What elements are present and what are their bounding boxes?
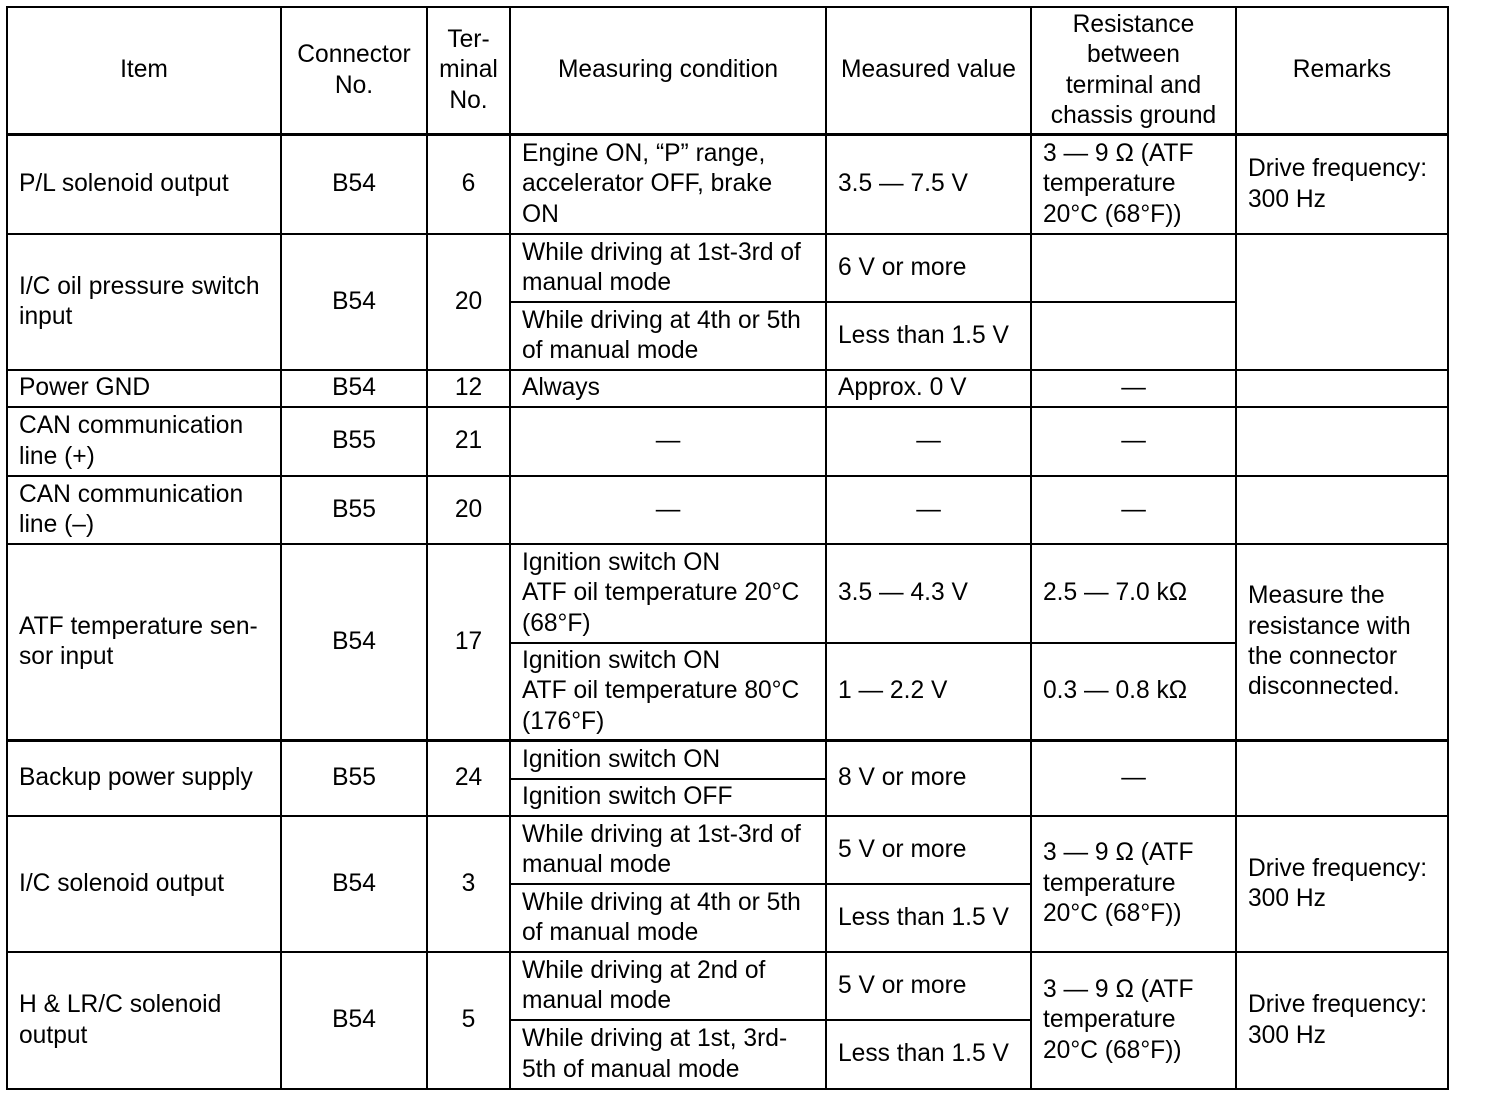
- can-communication-line-plus-remarks: [1237, 408, 1449, 477]
- ic-oil-pressure-switch-input-resistance-1: [1032, 235, 1237, 303]
- ic-solenoid-output-terminal-no: 3: [428, 817, 511, 953]
- backup-power-supply-item: Backup power supply: [8, 742, 282, 817]
- atf-temperature-sensor-input-measured-value-2: 1 — 2.2 V: [827, 644, 1032, 742]
- header-measured-value: Measured value: [827, 8, 1032, 136]
- ic-oil-pressure-switch-input-resistance-2: [1032, 303, 1237, 371]
- h-lrc-solenoid-output-item: H & LR/C solenoid output: [8, 953, 282, 1090]
- backup-power-supply-resistance: —: [1032, 742, 1237, 817]
- can-communication-line-plus-resistance: —: [1032, 408, 1237, 477]
- ic-oil-pressure-switch-input-measuring-condition-1: While driving at 1st-3rd of manual mode: [511, 235, 827, 303]
- atf-temperature-sensor-input-terminal-no: 17: [428, 545, 511, 742]
- h-lrc-solenoid-output-measured-value-2: Less than 1.5 V: [827, 1021, 1032, 1090]
- h-lrc-solenoid-output-remarks: Drive frequency: 300 Hz: [1237, 953, 1449, 1090]
- ic-oil-pressure-switch-input-measured-value-2: Less than 1.5 V: [827, 303, 1032, 371]
- power-gnd-resistance: —: [1032, 371, 1237, 408]
- h-lrc-solenoid-output-connector-no: B54: [282, 953, 428, 1090]
- ic-solenoid-output-measuring-condition-2: While driving at 4th or 5th of manual mode: [511, 885, 827, 953]
- h-lrc-solenoid-output-terminal-no: 5: [428, 953, 511, 1090]
- backup-power-supply-terminal-no: 24: [428, 742, 511, 817]
- backup-power-supply-connector-no: B55: [282, 742, 428, 817]
- ic-solenoid-output-resistance: 3 — 9 Ω (ATF temperature 20°C (68°F)): [1032, 817, 1237, 953]
- power-gnd-connector-no: B54: [282, 371, 428, 408]
- pl-solenoid-output-item: P/L solenoid output: [8, 136, 282, 235]
- can-communication-line-minus-connector-no: B55: [282, 477, 428, 545]
- ic-oil-pressure-switch-input-measured-value-1: 6 V or more: [827, 235, 1032, 303]
- ic-solenoid-output-measured-value-1: 5 V or more: [827, 817, 1032, 885]
- power-gnd-measuring-condition: Always: [511, 371, 827, 408]
- can-communication-line-minus-item: CAN communication line (–): [8, 477, 282, 545]
- h-lrc-solenoid-output-resistance: 3 — 9 Ω (ATF temperature 20°C (68°F)): [1032, 953, 1237, 1090]
- atf-temperature-sensor-input-resistance-1: 2.5 — 7.0 kΩ: [1032, 545, 1237, 644]
- ic-oil-pressure-switch-input-remarks: [1237, 235, 1449, 371]
- pl-solenoid-output-resistance: 3 — 9 Ω (ATF temperature 20°C (68°F)): [1032, 136, 1237, 235]
- power-gnd-remarks: [1237, 371, 1449, 408]
- atf-temperature-sensor-input-measuring-condition-2: Ignition switch ON ATF oil temperature 80°C (176°F): [511, 644, 827, 742]
- pl-solenoid-output-terminal-no: 6: [428, 136, 511, 235]
- h-lrc-solenoid-output-measuring-condition-2: While driving at 1st, 3rd- 5th of manual mode: [511, 1021, 827, 1090]
- backup-power-supply-measured-value: 8 V or more: [827, 742, 1032, 817]
- inspection-table: [6, 6, 1449, 1090]
- ic-solenoid-output-remarks: Drive frequency: 300 Hz: [1237, 817, 1449, 953]
- atf-temperature-sensor-input-measured-value-1: 3.5 — 4.3 V: [827, 545, 1032, 644]
- can-communication-line-plus-connector-no: B55: [282, 408, 428, 477]
- header-measuring-condition: Measuring condition: [511, 8, 827, 136]
- pl-solenoid-output-measured-value: 3.5 — 7.5 V: [827, 136, 1032, 235]
- h-lrc-solenoid-output-measuring-condition-1: While driving at 2nd of manual mode: [511, 953, 827, 1021]
- ic-solenoid-output-connector-no: B54: [282, 817, 428, 953]
- pl-solenoid-output-connector-no: B54: [282, 136, 428, 235]
- pl-solenoid-output-measuring-condition: Engine ON, “P” range, accelerator OFF, brake ON: [511, 136, 827, 235]
- atf-temperature-sensor-input-remarks: Measure the resistance with the connector disconnected.: [1237, 545, 1449, 742]
- atf-temperature-sensor-input-connector-no: B54: [282, 545, 428, 742]
- can-communication-line-plus-measured-value: —: [827, 408, 1032, 477]
- can-communication-line-plus-measuring-condition: —: [511, 408, 827, 477]
- backup-power-supply-measuring-condition-1: Ignition switch ON: [511, 742, 827, 780]
- ic-oil-pressure-switch-input-measuring-condition-2: While driving at 4th or 5th of manual mode: [511, 303, 827, 371]
- can-communication-line-minus-resistance: —: [1032, 477, 1237, 545]
- power-gnd-measured-value: Approx. 0 V: [827, 371, 1032, 408]
- can-communication-line-plus-item: CAN communication line (+): [8, 408, 282, 477]
- pl-solenoid-output-remarks: Drive frequency: 300 Hz: [1237, 136, 1449, 235]
- header-connector-no: Connector No.: [282, 8, 428, 136]
- backup-power-supply-remarks: [1237, 742, 1449, 817]
- h-lrc-solenoid-output-measured-value-1: 5 V or more: [827, 953, 1032, 1021]
- can-communication-line-minus-measured-value: —: [827, 477, 1032, 545]
- ic-solenoid-output-item: I/C solenoid output: [8, 817, 282, 953]
- can-communication-line-minus-remarks: [1237, 477, 1449, 545]
- header-item: Item: [8, 8, 282, 136]
- power-gnd-item: Power GND: [8, 371, 282, 408]
- can-communication-line-minus-terminal-no: 20: [428, 477, 511, 545]
- power-gnd-terminal-no: 12: [428, 371, 511, 408]
- atf-temperature-sensor-input-item: ATF temperature sen- sor input: [8, 545, 282, 742]
- header-remarks: Remarks: [1237, 8, 1449, 136]
- atf-temperature-sensor-input-resistance-2: 0.3 — 0.8 kΩ: [1032, 644, 1237, 742]
- ic-oil-pressure-switch-input-connector-no: B54: [282, 235, 428, 371]
- header-terminal-no: Ter- minal No.: [428, 8, 511, 136]
- ic-solenoid-output-measured-value-2: Less than 1.5 V: [827, 885, 1032, 953]
- ic-oil-pressure-switch-input-terminal-no: 20: [428, 235, 511, 371]
- can-communication-line-plus-terminal-no: 21: [428, 408, 511, 477]
- atf-temperature-sensor-input-measuring-condition-1: Ignition switch ON ATF oil temperature 20°C (68°F): [511, 545, 827, 644]
- ic-oil-pressure-switch-input-item: I/C oil pressure switch input: [8, 235, 282, 371]
- can-communication-line-minus-measuring-condition: —: [511, 477, 827, 545]
- header-resistance: Resistance between terminal and chassis ground: [1032, 8, 1237, 136]
- ic-solenoid-output-measuring-condition-1: While driving at 1st-3rd of manual mode: [511, 817, 827, 885]
- backup-power-supply-measuring-condition-2: Ignition switch OFF: [511, 780, 827, 817]
